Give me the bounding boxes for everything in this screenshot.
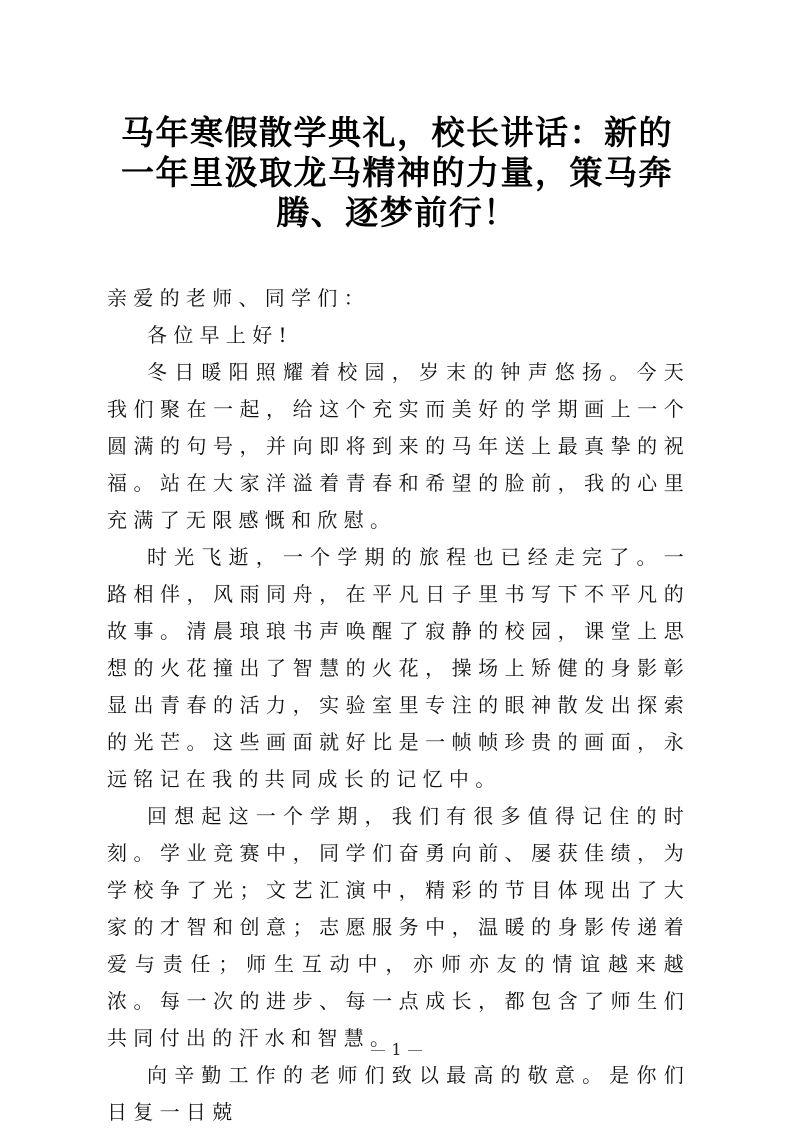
paragraph: 时光飞逝，一个学期的旅程也已经走完了。一路相伴，风雨同舟，在平凡日子里书写下不平凡的故事。清晨琅琅书声唤醒了寂静的校园，课堂上思想的火花撞出了智慧的火花，操场上矫健的身影彰显出青春的活力，实验室里专注的眼神散发出探索的光芒。这些画面就好比是一帧帧珍贵的画面，永远铭记在我的共同成长的记忆中。: [107, 545, 690, 791]
paragraph-greeting: 各位早上好!: [147, 323, 293, 347]
footer-dash-left: [371, 1050, 385, 1051]
paragraph: 向辛勤工作的老师们致以最高的敬意。是你们日复一日兢: [107, 1063, 690, 1124]
page-number: 1: [391, 1040, 402, 1059]
footer-dash-right: [408, 1050, 422, 1051]
salutation: 亲爱的老师、同学们：: [107, 286, 370, 310]
document-body: [107, 280, 690, 1131]
paragraph: 冬日暖阳照耀着校园，岁末的钟声悠扬。今天我们聚在一起，给这个充实而美好的学期画上一个圆满的句号，并向即将到来的马年送上最真挚的祝福。站在大家洋溢着青春和希望的脸前，我的心里充满了无限感慨和欣慰。: [107, 360, 690, 532]
page-footer: [0, 1040, 793, 1059]
document-title: 马年寒假散学典礼，校长讲话：新的一年里汲取龙马精神的力量，策马奔腾、逐梦前行！: [121, 113, 673, 232]
paragraph: 回想起这一个学期，我们有很多值得记住的时刻。学业竞赛中，同学们奋勇向前、屡获佳绩，为学校争了光；文艺汇演中，精彩的节目体现出了大家的才智和创意；志愿服务中，温暖的身影传递着爱与责任；师生互动中，亦师亦友的情谊越来越浓。每一次的进步、每一点成长，都包含了师生们共同付出的汗水和智慧。: [107, 804, 690, 1050]
